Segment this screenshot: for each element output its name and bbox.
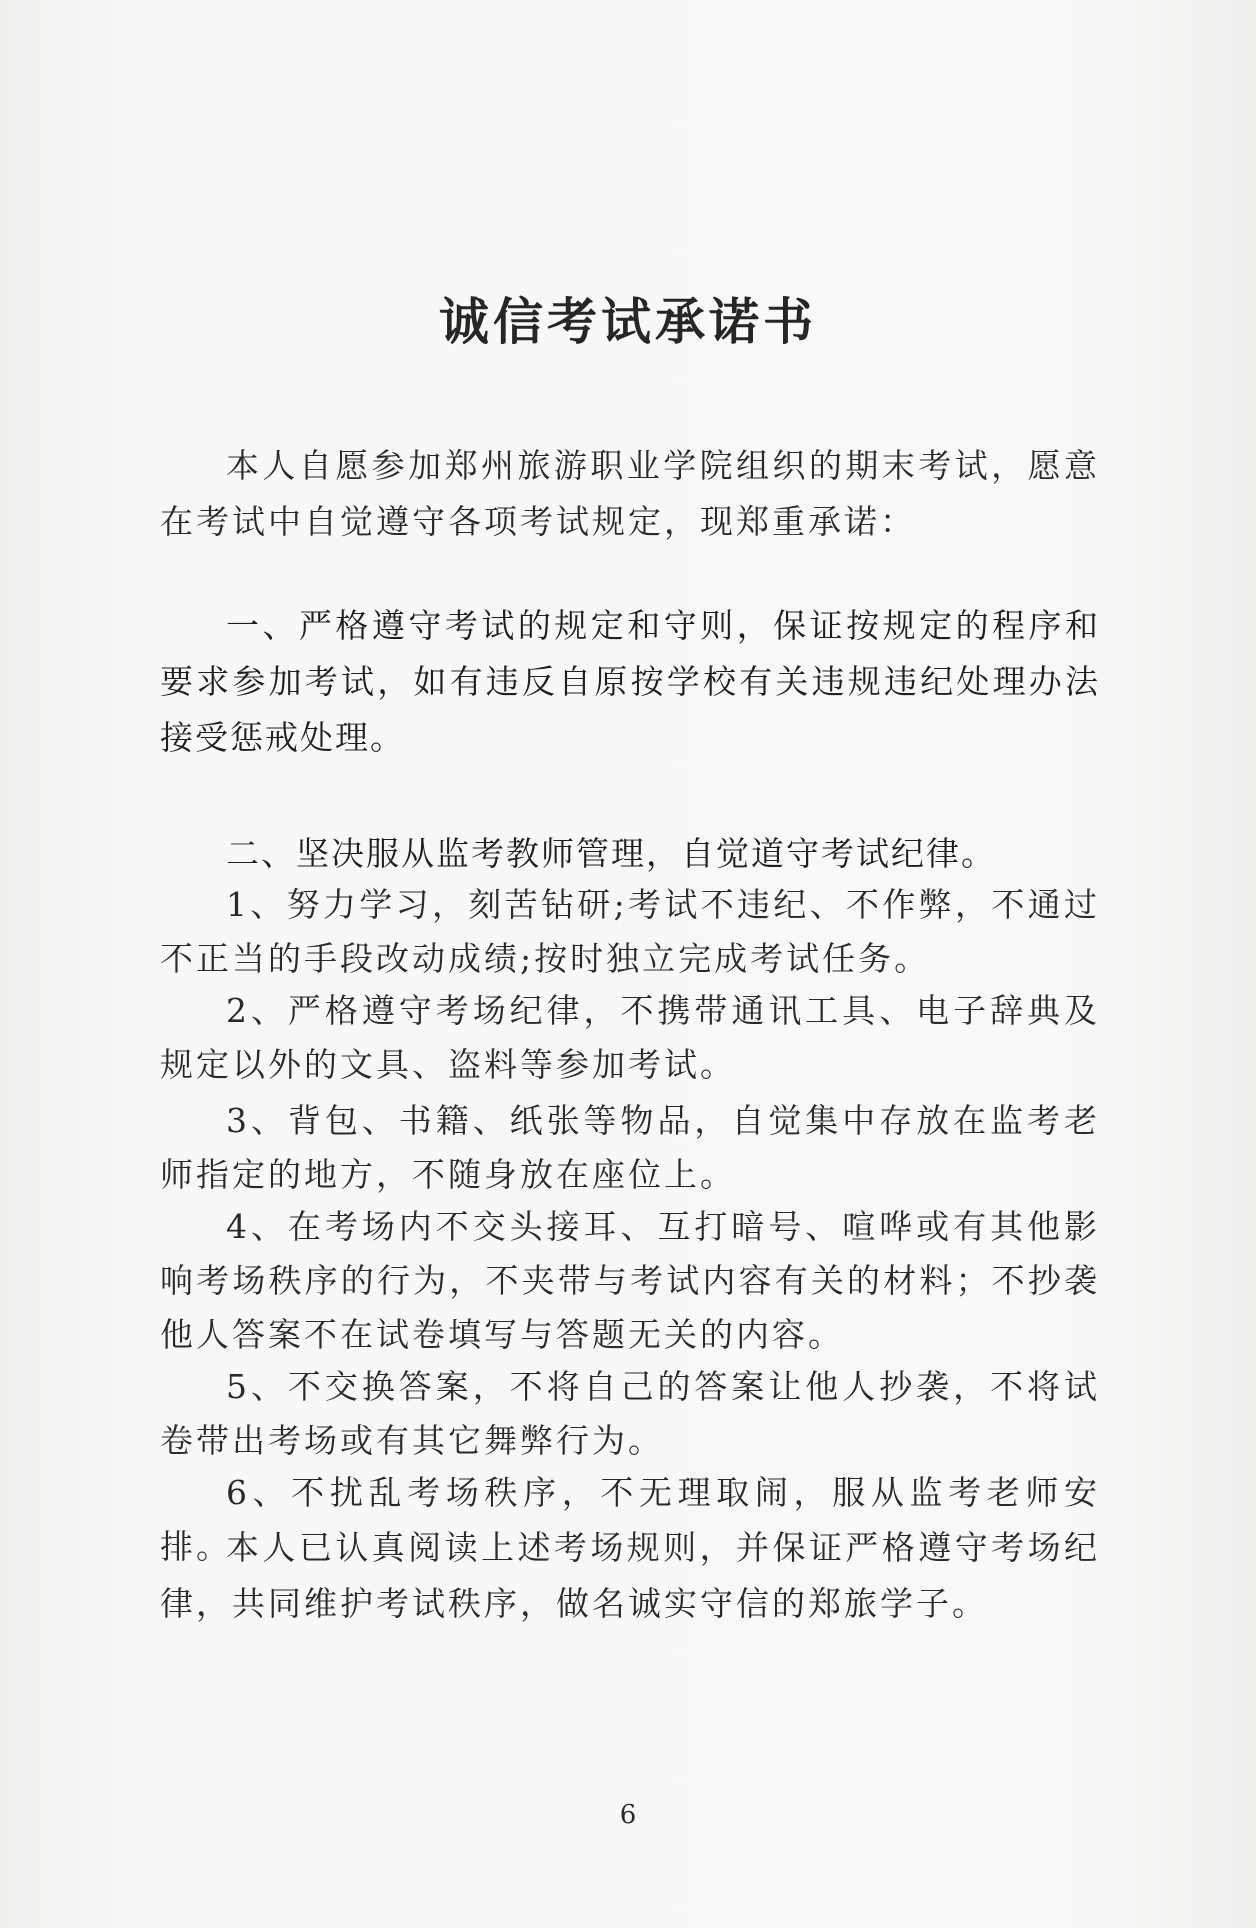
rule-item-3: 3、背包、书籍、纸张等物品，自觉集中存放在监考老师指定的地方，不随身放在座位上。 (160, 1101, 1100, 1194)
page-number: 6 (619, 1800, 637, 1830)
section-two-heading: 二、坚决服从监考教师管理，自觉道守考试纪律。 (226, 834, 996, 873)
section-one-paragraph: 一、严格遵守考试的规定和守则，保证按规定的程序和要求参加考试，如有违反自原按学校有关违规违纪处理办法接受惩戒处理。 (160, 606, 1100, 757)
document-title: 诚信考试承诺书 (439, 292, 817, 351)
intro-paragraph: 本人自愿参加郑州旅游职业学院组织的期末考试，愿意在考试中自觉遵守各项考试规定，现郑重承诺： (160, 446, 1100, 541)
rule-item-6: 6、不扰乱考场秩序，不无理取闹，服从监考老师安排。 (160, 1473, 1100, 1566)
rule-item-4: 4、在考场内不交头接耳、互打暗号、喧哗或有其他影响考场秩序的行为，不夹带与考试内容有关的材料；不抄袭他人答案不在试卷填写与答题无关的内容。 (160, 1207, 1100, 1354)
closing-paragraph: 本人已认真阅读上述考场规则，并保证严格遵守考场纪律，共同维护考试秩序，做名诚实守信的郑旅学子。 (160, 1528, 1100, 1623)
rule-item-1: 1、努力学习，刻苦钻研;考试不违纪、不作弊，不通过不正当的手段改动成绩;按时独立完成考试任务。 (160, 885, 1100, 978)
rule-item-5: 5、不交换答案，不将自己的答案让他人抄袭，不将试卷带出考场或有其它舞弊行为。 (160, 1367, 1100, 1460)
rule-item-2: 2、严格遵守考场纪律，不携带通讯工具、电子辞典及规定以外的文具、盗料等参加考试。 (160, 991, 1100, 1084)
